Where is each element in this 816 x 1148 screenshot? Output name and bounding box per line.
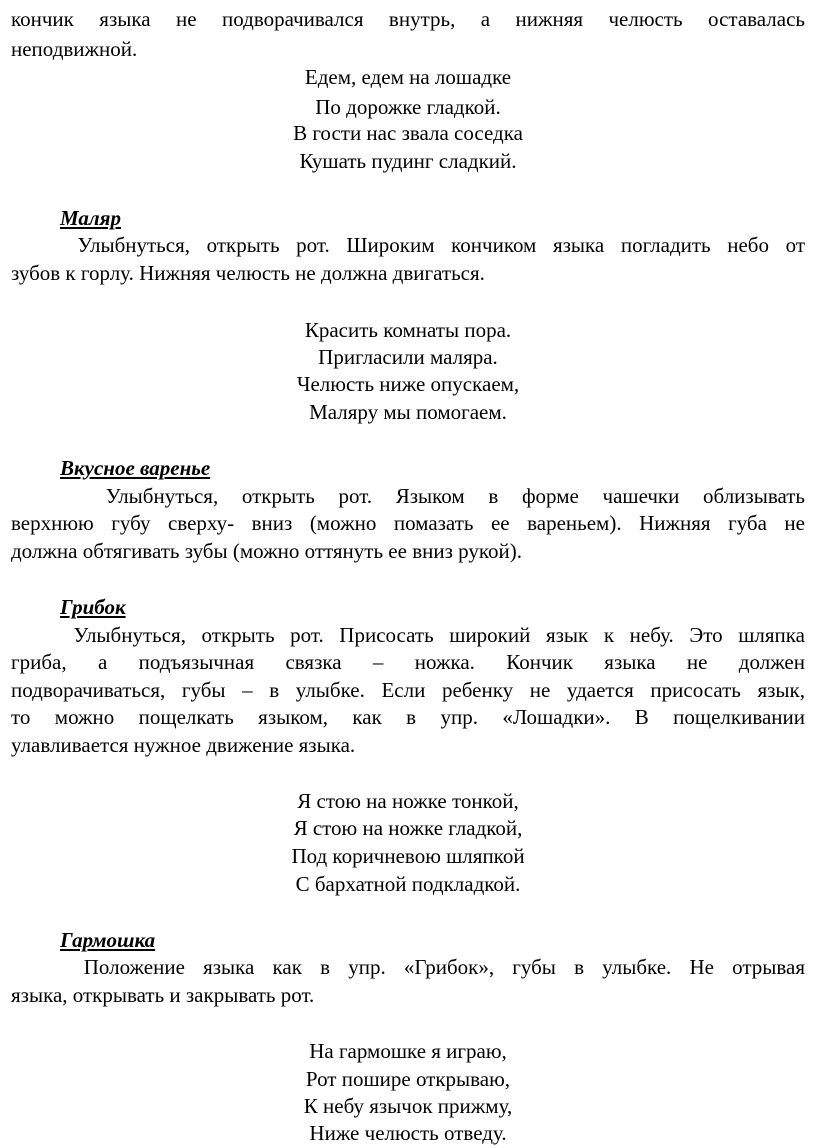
paragraph-line: кончик языка не подворачивался внутрь, а нижняя челюсть оставалась <box>11 7 805 31</box>
poem-line: Маляру мы помогаем. <box>309 400 507 424</box>
paragraph-line: гриба, а подъязычная связка – ножка. Кончик языка не должен <box>11 650 805 674</box>
poem-line: В гости нас звала соседка <box>293 121 523 145</box>
paragraph-line: неподвижной. <box>11 37 138 61</box>
poem-line: Я стою на ножке гладкой, <box>293 816 523 840</box>
poem-line: Под коричневою шляпкой <box>291 844 525 868</box>
poem-line: Челюсть ниже опускаем, <box>296 372 520 396</box>
paragraph-line: то можно пощелкать языком, как в упр. «Лошадки». В пощелкивании <box>11 705 805 729</box>
section-title-varenye: Вкусное варенье <box>60 456 211 480</box>
paragraph-line: зубов к горлу. Нижняя челюсть не должна двигаться. <box>11 261 485 285</box>
section-title-gribok: Грибок <box>60 595 126 619</box>
poem-line: Красить комнаты пора. <box>304 318 512 342</box>
paragraph-line: Улыбнуться, открыть рот. Языком в форме чашечки облизывать <box>11 484 805 508</box>
poem-line: Я стою на ножке тонкой, <box>297 789 519 813</box>
paragraph-line: подворачиваться, губы – в улыбке. Если ребенку не удается присосать язык, <box>11 678 805 702</box>
paragraph-line: должна обтягивать зубы (можно оттянуть ее вниз рукой). <box>11 539 522 563</box>
paragraph-line: Положение языка как в упр. «Грибок», губы в улыбке. Не отрывая <box>11 955 805 979</box>
poem-line: Едем, едем на лошадке <box>304 65 512 89</box>
poem-line: К небу язычок прижму, <box>303 1094 513 1118</box>
section-title-malyar: Маляр <box>60 206 121 230</box>
poem-line: Ниже челюсть отведу. <box>309 1121 507 1145</box>
paragraph-line: верхнюю губу сверху- вниз (можно помазать ее вареньем). Нижняя губа не <box>11 511 805 535</box>
poem-line: С бархатной подкладкой. <box>295 872 521 896</box>
section-title-garmoshka: Гармошка <box>60 928 156 952</box>
poem-line: Кушать пудинг сладкий. <box>299 149 517 173</box>
poem-line: Рот пошире открываю, <box>305 1067 511 1091</box>
paragraph-line: языка, открывать и закрывать рот. <box>11 983 315 1007</box>
paragraph-line: Улыбнуться, открыть рот. Присосать широкий язык к небу. Это шляпка <box>11 623 805 647</box>
poem-line: На гармошке я играю, <box>309 1039 507 1063</box>
paragraph-line: Улыбнуться, открыть рот. Широким кончиком языка погладить небо от <box>11 233 805 257</box>
paragraph-line: улавливается нужное движение языка. <box>11 733 356 757</box>
poem-line: Пригласили маляра. <box>318 345 498 369</box>
poem-line: По дорожке гладкой. <box>315 95 501 119</box>
